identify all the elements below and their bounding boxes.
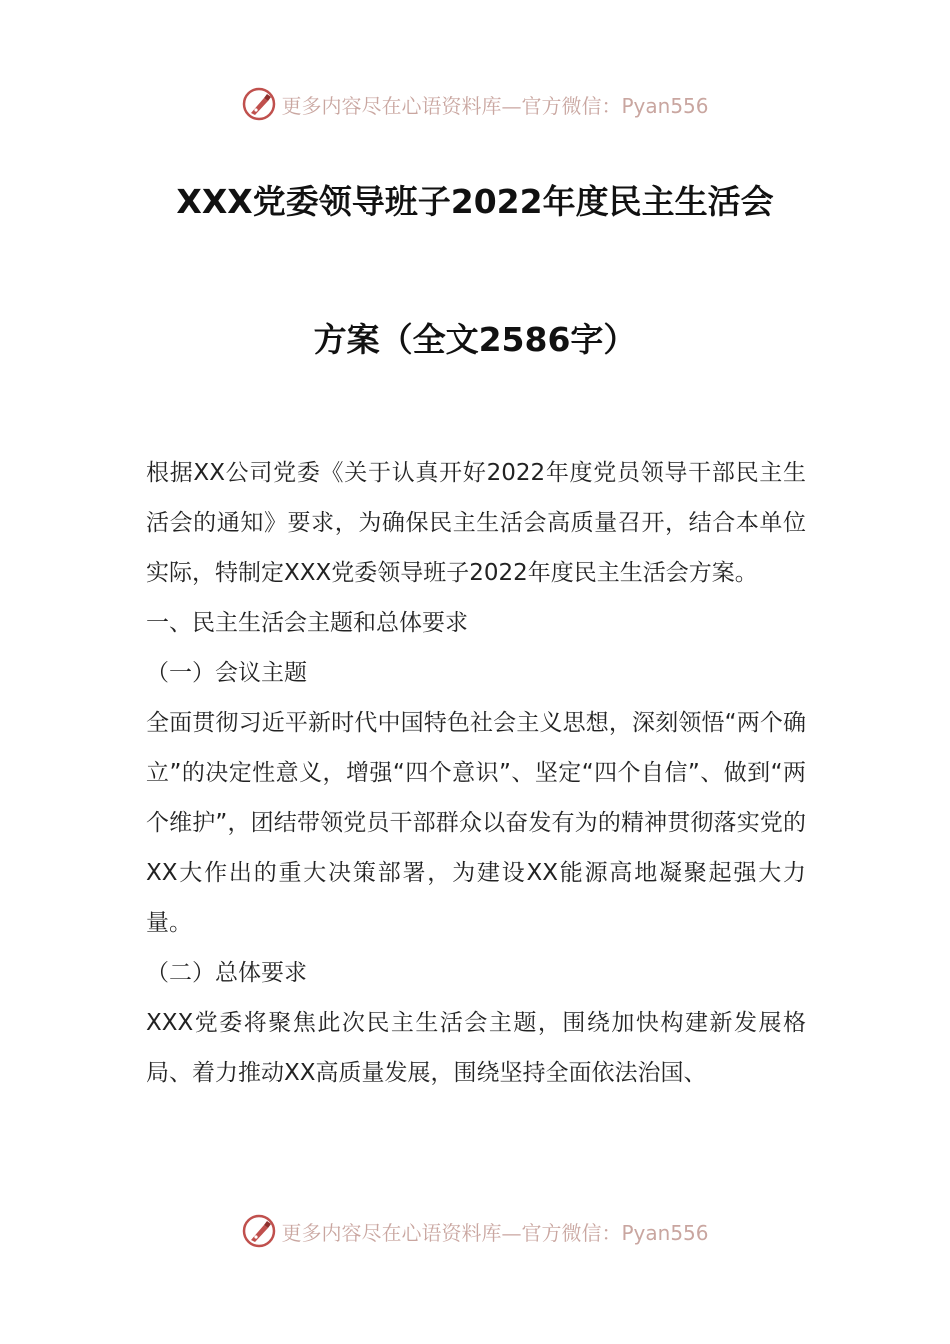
pen-nib-icon: [241, 86, 277, 122]
document-body: [146, 448, 806, 1098]
subsection-heading-2: （二）总体要求: [146, 960, 307, 986]
watermark-wechat-id: Pyan556: [621, 1220, 709, 1245]
watermark-text: 更多内容尽在心语资料库—官方微信：Pyan556: [281, 1220, 709, 1245]
watermark-text: 更多内容尽在心语资料库—官方微信：Pyan556: [281, 93, 709, 118]
subsection-heading-1: （一）会议主题: [146, 660, 307, 686]
watermark-header: [0, 84, 950, 124]
requirements-paragraph: XXX党委将聚焦此次民主生活会主题，围绕加快构建新发展格局、着力推动XX高质量发展，围绕坚持全面依法治国、: [146, 1010, 806, 1086]
watermark-wechat-id: Pyan556: [621, 93, 709, 118]
section-heading-1: 一、民主生活会主题和总体要求: [146, 610, 468, 636]
document-title-line-1: XXX党委领导班子2022年度民主生活会: [176, 182, 774, 221]
pen-nib-icon: [241, 1213, 277, 1249]
watermark-footer: [0, 1211, 950, 1251]
theme-paragraph: 全面贯彻习近平新时代中国特色社会主义思想，深刻领悟“两个确立”的决定性意义，增强“四个意识”、坚定“四个自信”、做到“两个维护”，团结带领党员干部群众以奋发有为的精神贯彻落实党的XX大作出的重大决策部署，为建设XX能源高地凝聚起强大力量。: [146, 710, 806, 936]
document-title-line-2: 方案（全文2586字）: [313, 320, 637, 359]
intro-paragraph: 根据XX公司党委《关于认真开好2022年度党员领导干部民主生活会的通知》要求，为确保民主生活会高质量召开，结合本单位实际，特制定XXX党委领导班子2022年度民主生活会方案。: [146, 460, 806, 586]
